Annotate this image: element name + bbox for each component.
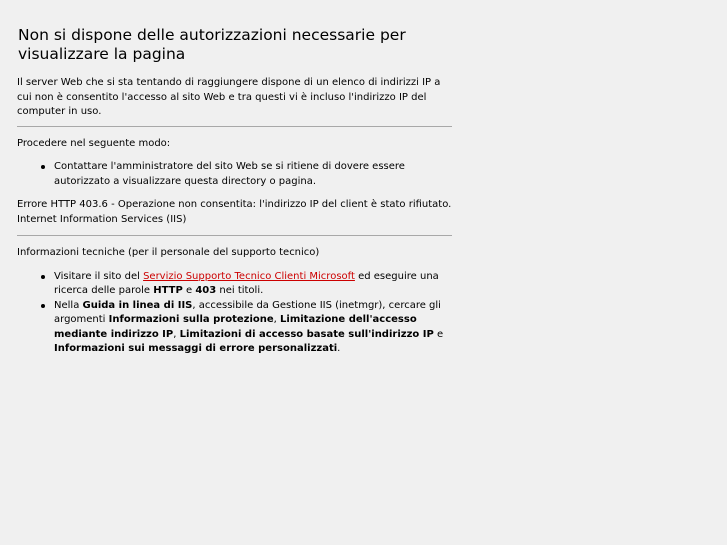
topic-ip-access-limits: Limitazioni di accesso basate sull'indirizzo IP [179,328,434,340]
step-contact-admin: Contattare l'amministratore del sito Web se si ritiene di dovere essere autorizzato a visualizzare questa directory o pagina. [54,161,405,187]
topic-ip-restriction: Limitazione dell'accesso mediante indirizzo IP [54,314,417,340]
intro-text: Il server Web che si sta tentando di raggiungere dispone di un elenco di indirizzi IP a cui non è consentito l'accesso al sito Web e tra questi vi è incluso l'indirizzo IP del computer in uso. [17,77,441,117]
error-page [17,26,452,357]
page-title-line2: visualizzare la pagina [18,45,186,63]
error-message: Errore HTTP 403.6 - Operazione non consentita: l'indirizzo IP del client è stato rifiutato. [17,199,452,210]
tech2-sep1: , [273,314,281,325]
list-item [54,270,452,299]
divider-bottom [17,235,452,236]
page-title-line1: Non si dispone delle autorizzazioni necessarie per [18,26,406,44]
tech1-suffix: nei titoli. [216,285,264,296]
tech2-end: . [337,343,341,354]
keyword-403: 403 [195,285,217,296]
iis-help-title: Guida in linea di IIS [82,299,193,311]
tech2-and: e [433,328,444,340]
tech-info-label: Informazioni tecniche (per il personale del supporto tecnico) [17,247,320,258]
steps-list [17,160,452,189]
procedere-label: Procedere nel seguente modo: [17,137,171,149]
divider-top [17,126,452,127]
topic-custom-errors: Informazioni sui messaggi di errore personalizzati [54,343,338,354]
tech1-prefix: Visitare il sito del [54,270,144,282]
list-item [54,160,452,189]
list-item [54,299,452,357]
tech1-mid: ed eseguire una ricerca delle parole [54,270,439,296]
tech1-and: e [182,285,196,296]
topic-security: Informazioni sulla protezione [108,314,274,325]
tech2-mid: , accessibile da Gestione IIS (inetmgr), cercare gli argomenti [54,299,441,325]
tech-list [17,270,452,357]
page-title [18,26,452,64]
support-link[interactable]: Servizio Supporto Tecnico Clienti Microsoft [143,270,355,282]
tech2-sep2: , [173,328,180,340]
tech2-prefix: Nella [54,299,83,311]
keyword-http: HTTP [153,285,183,296]
server-name: Internet Information Services (IIS) [17,213,187,225]
